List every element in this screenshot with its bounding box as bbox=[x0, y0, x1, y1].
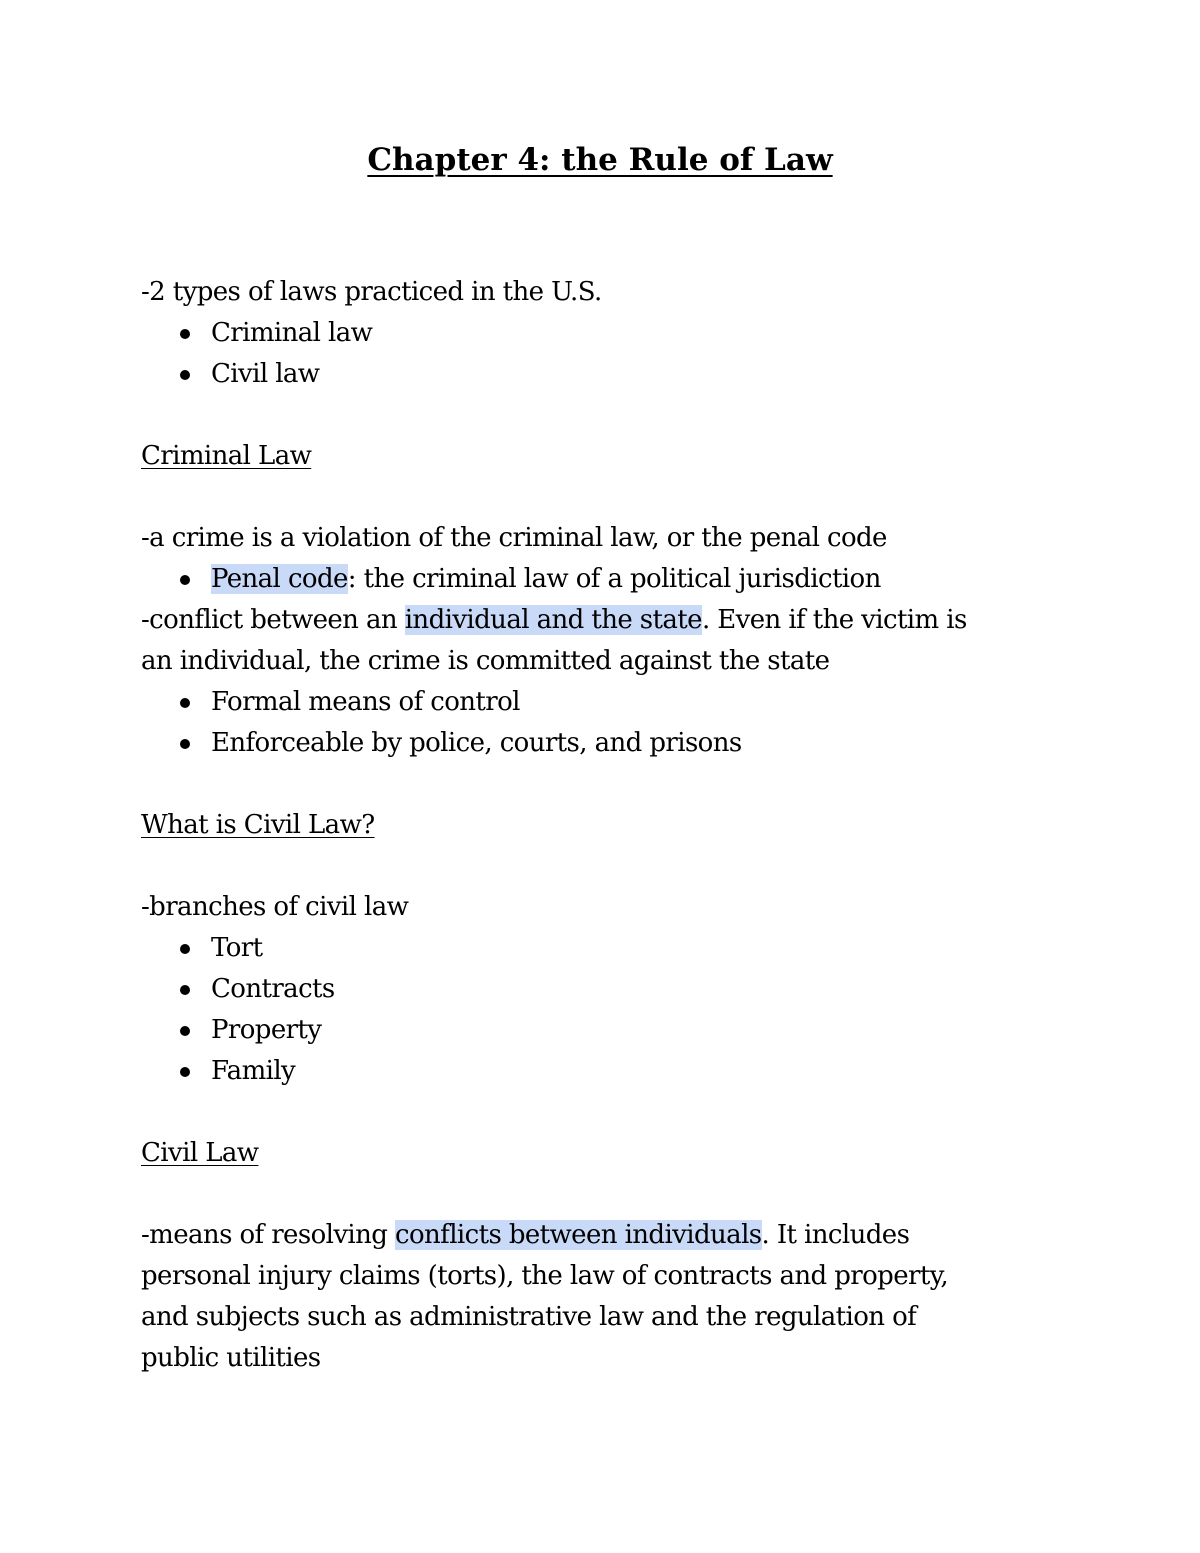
highlighted-text: individual and the state bbox=[404, 605, 702, 635]
highlighted-text: Penal code bbox=[211, 564, 348, 594]
list-item: Family bbox=[141, 1051, 1061, 1092]
list-item: Enforceable by police, courts, and prisons bbox=[141, 723, 1061, 764]
section-heading-civil-law: Civil Law bbox=[141, 1138, 259, 1168]
bullet-icon bbox=[180, 739, 190, 749]
section-heading-what-is-civil-law: What is Civil Law? bbox=[141, 810, 375, 840]
bullet-icon bbox=[180, 985, 190, 995]
bullet-icon bbox=[180, 944, 190, 954]
branches-line: -branches of civil law bbox=[141, 892, 409, 922]
intro-line: -2 types of laws practiced in the U.S. bbox=[141, 277, 602, 307]
bullet-icon bbox=[180, 329, 190, 339]
civil-law-line-3: and subjects such as administrative law and the regulation of bbox=[141, 1302, 917, 1332]
civil-law-line-4: public utilities bbox=[141, 1343, 321, 1373]
highlighted-text: conflicts between individuals bbox=[395, 1220, 762, 1250]
civil-law-line: -means of resolving conflicts between individuals. It includes bbox=[141, 1220, 910, 1250]
conflict-line-continued: an individual, the crime is committed against the state bbox=[141, 646, 830, 676]
list-item: Civil law bbox=[141, 354, 1061, 395]
list-item: Penal code: the criminal law of a political jurisdiction bbox=[141, 559, 1061, 600]
list-item: Contracts bbox=[141, 969, 1061, 1010]
bullet-icon bbox=[180, 575, 190, 585]
list-item: Property bbox=[141, 1010, 1061, 1051]
title-text: Chapter 4: the Rule of Law bbox=[367, 142, 833, 178]
document-title bbox=[0, 138, 1200, 182]
document-body bbox=[141, 272, 1061, 1379]
crime-definition-line: -a crime is a violation of the criminal law, or the penal code bbox=[141, 523, 887, 553]
bullet-icon bbox=[180, 698, 190, 708]
section-heading-criminal-law: Criminal Law bbox=[141, 441, 312, 471]
list-item: Criminal law bbox=[141, 313, 1061, 354]
bullet-icon bbox=[180, 370, 190, 380]
civil-law-line-2: personal injury claims (torts), the law of contracts and property, bbox=[141, 1261, 948, 1291]
bullet-icon bbox=[180, 1026, 190, 1036]
conflict-line: -conflict between an individual and the state. Even if the victim is bbox=[141, 605, 967, 635]
list-item: Formal means of control bbox=[141, 682, 1061, 723]
bullet-icon bbox=[180, 1067, 190, 1077]
list-item: Tort bbox=[141, 928, 1061, 969]
